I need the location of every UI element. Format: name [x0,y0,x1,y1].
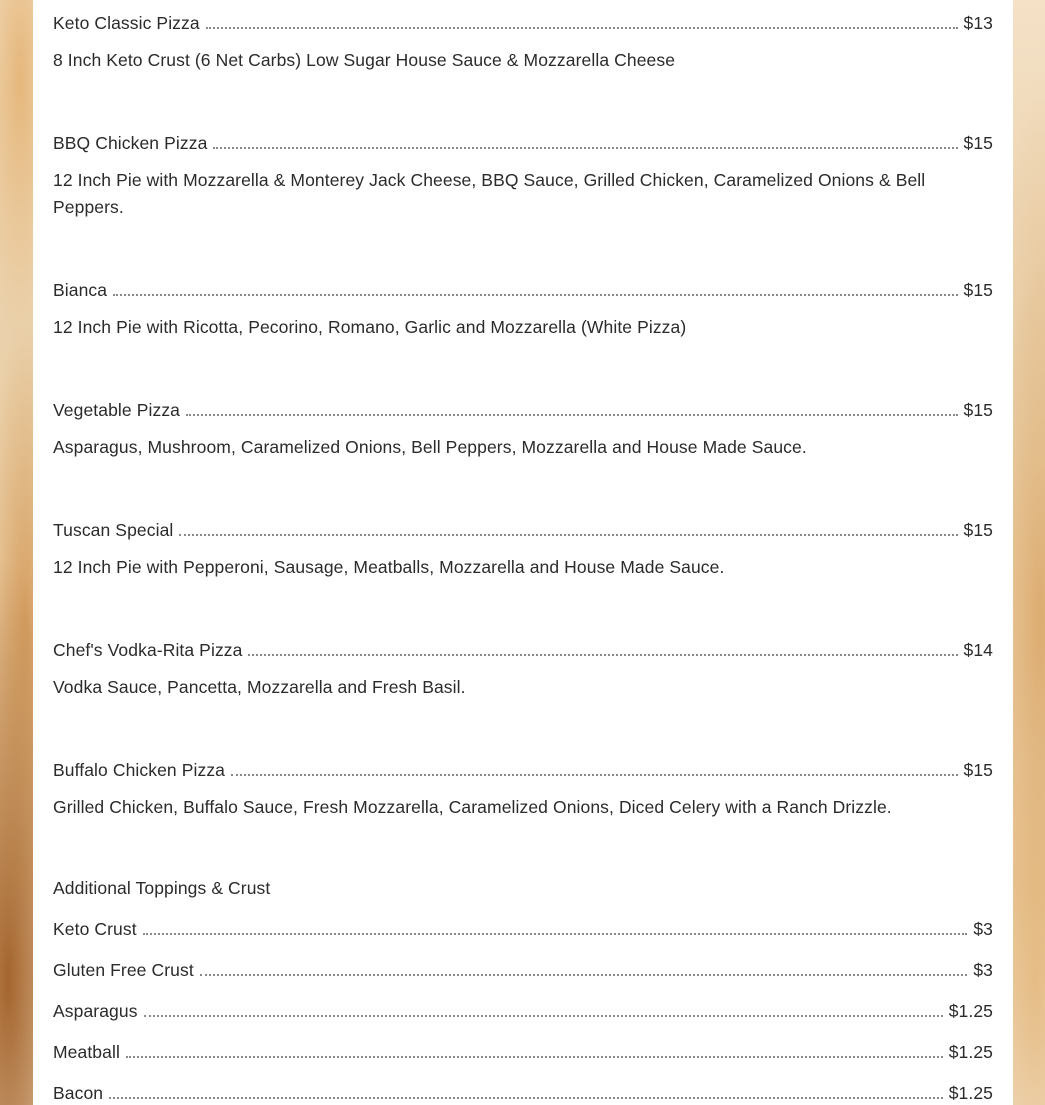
item-price: $13 [963,13,993,33]
menu-item-asparagus [53,998,993,1022]
item-price: $15 [963,133,993,153]
menu-item-keto-crust [53,916,993,940]
menu-item-bianca [53,277,993,301]
dot-leader [186,414,957,416]
item-name: Bacon [53,1083,104,1103]
dot-leader [144,1015,943,1017]
item-description: Grilled Chicken, Buffalo Sauce, Fresh Mozzarella, Caramelized Onions, Diced Celery with a Ranch Drizzle. [53,797,892,817]
dot-leader [113,294,957,296]
menu-panel [33,0,1013,1105]
item-description: 12 Inch Pie with Mozzarella & Monterey Jack Cheese, BBQ Sauce, Grilled Chicken, Caramelized Onions & Bell Peppers. [53,170,926,217]
dot-leader [213,147,957,149]
item-price: $1.25 [948,1042,993,1062]
item-description: 12 Inch Pie with Ricotta, Pecorino, Romano, Garlic and Mozzarella (White Pizza) [53,317,687,337]
item-name: Keto Crust [53,919,137,939]
item-name: Bianca [53,280,108,300]
dot-leader [126,1056,943,1058]
item-name: Meatball [53,1042,120,1062]
item-description: 8 Inch Keto Crust (6 Net Carbs) Low Sugar House Sauce & Mozzarella Cheese [53,50,676,70]
menu-item-tuscan-special [53,517,993,541]
item-name: Buffalo Chicken Pizza [53,760,226,780]
item-name: Asparagus [53,1001,138,1021]
item-name: Tuscan Special [53,520,174,540]
menu-item-meatball [53,1039,993,1063]
item-name: BBQ Chicken Pizza [53,133,208,153]
dot-leader [143,933,968,935]
item-price: $15 [963,280,993,300]
menu-item-bbq-chicken-pizza [53,130,993,154]
item-name: Gluten Free Crust [53,960,194,980]
menu-item-vegetable-pizza [53,397,993,421]
item-price: $15 [963,400,993,420]
item-name: Chef's Vodka-Rita Pizza [53,640,243,660]
dot-leader [231,774,957,776]
menu-item-buffalo-chicken-pizza [53,757,993,781]
dot-leader [179,534,957,536]
item-price: $1.25 [948,1083,993,1103]
menu-item-gluten-free-crust [53,957,993,981]
section-title-additional: Additional Toppings & Crust [53,878,271,898]
menu-item-bacon [53,1080,993,1104]
dot-leader [206,27,958,29]
item-price: $14 [963,640,993,660]
item-description: Vodka Sauce, Pancetta, Mozzarella and Fresh Basil. [53,677,466,697]
dot-leader [109,1097,943,1099]
item-description: Asparagus, Mushroom, Caramelized Onions, Bell Peppers, Mozzarella and House Made Sauce. [53,437,807,457]
item-name: Vegetable Pizza [53,400,181,420]
item-price: $15 [963,760,993,780]
item-name: Keto Classic Pizza [53,13,200,33]
dot-leader [248,654,957,656]
item-price: $15 [963,520,993,540]
menu-item-keto-classic-pizza [53,10,993,34]
item-description: 12 Inch Pie with Pepperoni, Sausage, Meatballs, Mozzarella and House Made Sauce. [53,557,725,577]
item-price: $3 [973,960,993,980]
item-price: $3 [973,919,993,939]
dot-leader [200,974,968,976]
menu-item-chefs-vodka-rita-pizza [53,637,993,661]
item-price: $1.25 [948,1001,993,1021]
